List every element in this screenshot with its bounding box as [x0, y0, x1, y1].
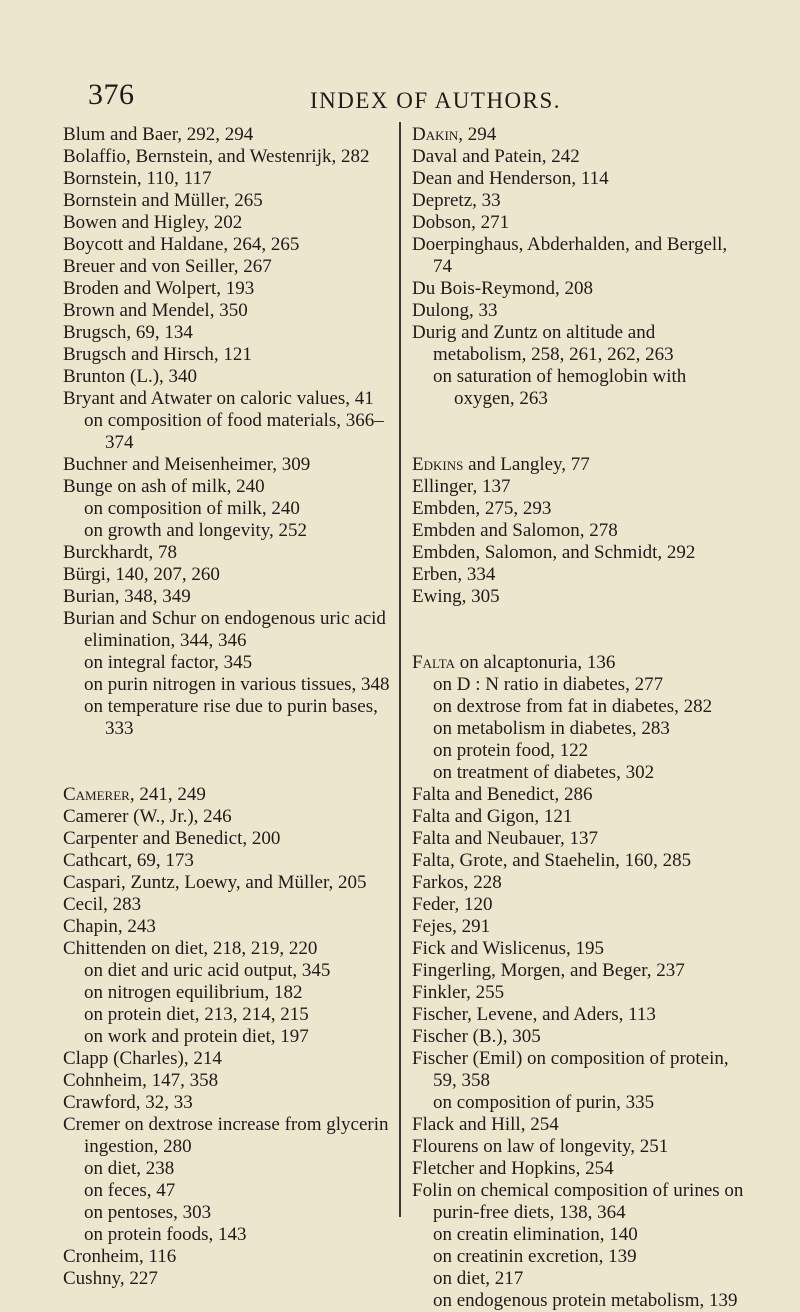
index-subentry: on protein diet, 213, 214, 215 — [84, 1004, 309, 1025]
running-title: INDEX OF AUTHORS. — [310, 88, 562, 113]
index-subentry: on growth and longevity, 252 — [84, 520, 308, 541]
index-entry: Buchner and Meisenheimer, 309 — [63, 454, 311, 475]
index-entry: Dulong, 33 — [412, 300, 498, 321]
index-subentry: on purin nitrogen in various tissues, 348 — [84, 674, 390, 695]
index-subentry: on work and protein diet, 197 — [84, 1026, 309, 1047]
index-entry: Carpenter and Benedict, 200 — [63, 828, 281, 849]
index-entry: Doerpinghaus, Abderhalden, and Bergell, 74 — [412, 234, 728, 277]
index-entry: Cecil, 283 — [63, 894, 142, 915]
index-subentry: on metabolism in diabetes, 283 — [433, 718, 670, 739]
index-entry: Fick and Wislicenus, 195 — [412, 938, 605, 959]
index-entry: Dean and Henderson, 114 — [412, 168, 609, 189]
index-subentry: on composition of food materials, 366–374 — [84, 410, 384, 453]
index-entry: Camerer (W., Jr.), 246 — [63, 806, 232, 827]
index-entry: Cathcart, 69, 173 — [63, 850, 194, 871]
index-entry: Durig and Zuntz on altitude and metabolism, 258, 261, 262, 263 — [412, 322, 674, 365]
index-entry: Dobson, 271 — [412, 212, 510, 233]
index-entry: Fletcher and Hopkins, 254 — [412, 1158, 614, 1179]
index-subentry: on saturation of hemoglobin with oxygen, 263 — [433, 366, 687, 409]
section-gap — [412, 410, 747, 454]
index-entry: Burckhardt, 78 — [63, 542, 177, 563]
index-subentry: on creatin elimination, 140 — [433, 1224, 638, 1245]
index-entry: Cronheim, 116 — [63, 1246, 177, 1267]
index-column-right — [412, 124, 747, 1312]
index-subentry: on composition of milk, 240 — [84, 498, 300, 519]
index-entry: Fingerling, Morgen, and Beger, 237 — [412, 960, 685, 981]
index-entry: Feder, 120 — [412, 894, 493, 915]
index-entry: Folin on chemical composition of urines on purin-free diets, 138, 364 — [412, 1180, 744, 1223]
index-column-left — [63, 124, 398, 1290]
index-subentry: on D : N ratio in diabetes, 277 — [433, 674, 664, 695]
index-subentry: on temperature rise due to purin bases, 333 — [84, 696, 378, 739]
index-entry: Finkler, 255 — [412, 982, 505, 1003]
index-entry: Burian, 348, 349 — [63, 586, 191, 607]
index-subentry: on diet, 238 — [84, 1158, 175, 1179]
index-entry: Camerer, 241, 249 — [63, 784, 206, 805]
index-entry: Falta and Gigon, 121 — [412, 806, 573, 827]
index-subentry: on treatment of diabetes, 302 — [433, 762, 655, 783]
index-entry: Caspari, Zuntz, Loewy, and Müller, 205 — [63, 872, 367, 893]
index-entry: Fejes, 291 — [412, 916, 491, 937]
index-entry: Daval and Patein, 242 — [412, 146, 580, 167]
index-entry: Flourens on law of longevity, 251 — [412, 1136, 669, 1157]
index-entry: Bornstein and Müller, 265 — [63, 190, 263, 211]
index-entry: Fischer, Levene, and Aders, 113 — [412, 1004, 656, 1025]
index-entry: Bolaffio, Bernstein, and Westenrijk, 282 — [63, 146, 370, 167]
index-entry: Bryant and Atwater on caloric values, 41 — [63, 388, 374, 409]
index-entry: Bürgi, 140, 207, 260 — [63, 564, 220, 585]
index-entry: Falta on alcaptonuria, 136 — [412, 652, 616, 673]
page-number: 376 — [88, 78, 135, 111]
column-divider — [399, 122, 401, 1217]
index-entry: Ewing, 305 — [412, 586, 500, 607]
index-entry: Broden and Wolpert, 193 — [63, 278, 255, 299]
index-entry: Embden, Salomon, and Schmidt, 292 — [412, 542, 696, 563]
index-entry: Crawford, 32, 33 — [63, 1092, 193, 1113]
index-entry: Depretz, 33 — [412, 190, 501, 211]
index-subentry: on protein food, 122 — [433, 740, 589, 761]
index-entry: Farkos, 228 — [412, 872, 502, 893]
index-entry: Clapp (Charles), 214 — [63, 1048, 222, 1069]
index-entry: Embden and Salomon, 278 — [412, 520, 618, 541]
index-entry: Bornstein, 110, 117 — [63, 168, 212, 189]
index-entry: Erben, 334 — [412, 564, 496, 585]
index-entry: Blum and Baer, 292, 294 — [63, 124, 254, 145]
index-subentry: on endogenous protein metabolism, 139 — [433, 1290, 738, 1311]
section-gap — [412, 608, 747, 652]
index-subentry: on diet, 217 — [433, 1268, 524, 1289]
index-subentry: on pentoses, 303 — [84, 1202, 212, 1223]
index-entry: Edkins and Langley, 77 — [412, 454, 590, 475]
index-entry: Embden, 275, 293 — [412, 498, 552, 519]
index-entry: Fischer (Emil) on composition of protein, 59, 358 — [412, 1048, 729, 1091]
index-subentry: on nitrogen equilibrium, 182 — [84, 982, 303, 1003]
index-entry: Du Bois-Reymond, 208 — [412, 278, 594, 299]
index-entry: Ellinger, 137 — [412, 476, 511, 497]
index-entry: Cremer on dextrose increase from glycerin ingestion, 280 — [63, 1114, 389, 1157]
index-entry: Boycott and Haldane, 264, 265 — [63, 234, 300, 255]
index-entry: Falta and Neubauer, 137 — [412, 828, 599, 849]
index-entry: Brugsch, 69, 134 — [63, 322, 193, 343]
index-entry: Brugsch and Hirsch, 121 — [63, 344, 252, 365]
index-entry: Bunge on ash of milk, 240 — [63, 476, 265, 497]
index-entry: Falta and Benedict, 286 — [412, 784, 593, 805]
index-entry: Breuer and von Seiller, 267 — [63, 256, 272, 277]
index-entry: Bowen and Higley, 202 — [63, 212, 243, 233]
index-entry: Burian and Schur on endogenous uric acid elimination, 344, 346 — [63, 608, 386, 651]
index-entry: Cushny, 227 — [63, 1268, 158, 1289]
index-entry: Cohnheim, 147, 358 — [63, 1070, 219, 1091]
index-entry: Flack and Hill, 254 — [412, 1114, 559, 1135]
index-entry: Brunton (L.), 340 — [63, 366, 198, 387]
index-subentry: on feces, 47 — [84, 1180, 176, 1201]
index-subentry: on dextrose from fat in diabetes, 282 — [433, 696, 713, 717]
index-subentry: on diet and uric acid output, 345 — [84, 960, 331, 981]
index-entry: Dakin, 294 — [412, 124, 497, 145]
index-subentry: on protein foods, 143 — [84, 1224, 247, 1245]
index-entry: Falta, Grote, and Staehelin, 160, 285 — [412, 850, 692, 871]
index-subentry: on creatinin excretion, 139 — [433, 1246, 637, 1267]
index-entry: Brown and Mendel, 350 — [63, 300, 248, 321]
index-subentry: on composition of purin, 335 — [433, 1092, 655, 1113]
section-gap — [63, 740, 398, 784]
index-subentry: on integral factor, 345 — [84, 652, 253, 673]
index-entry: Chittenden on diet, 218, 219, 220 — [63, 938, 318, 959]
index-entry: Chapin, 243 — [63, 916, 156, 937]
index-entry: Fischer (B.), 305 — [412, 1026, 541, 1047]
